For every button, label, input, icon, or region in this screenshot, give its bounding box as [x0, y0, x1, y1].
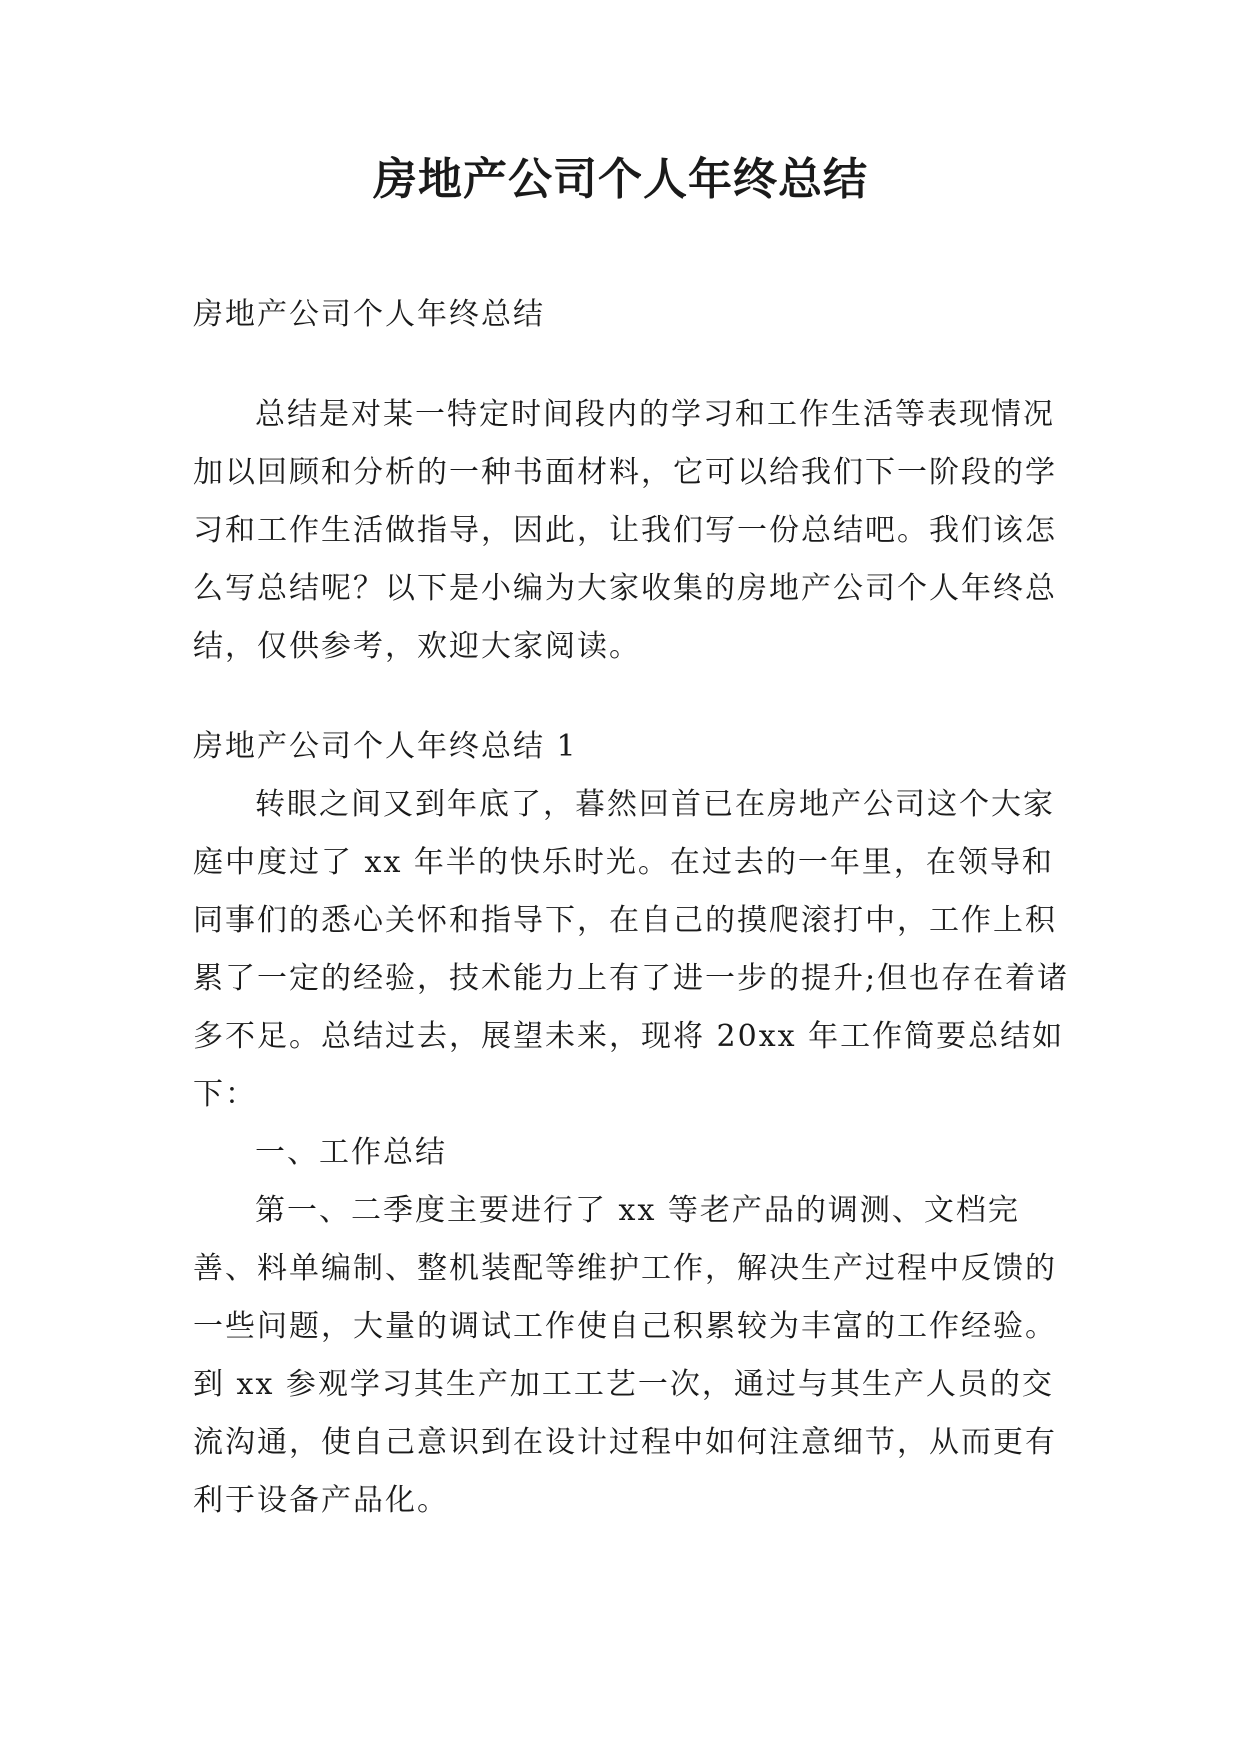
document-subtitle: 房地产公司个人年终总结 — [193, 297, 545, 332]
section-heading: 房地产公司个人年终总结 1 — [193, 729, 578, 764]
subheading-work-summary: 一、工作总结 — [255, 1135, 447, 1170]
body-paragraph-2: 第一、二季度主要进行了 xx 等老产品的调测、文档完善、料单编制、整机装配等维护工作，解决生产过程中反馈的一些问题，大量的调试工作使自己积累较为丰富的工作经验。到 xx 参观学习其生产加工工艺一次，通过与其生产人员的交流沟通，使自己意识到在设计过程中如何注意细节，从而更有利于设备产品化。 — [193, 1193, 1057, 1518]
document-title: 房地产公司个人年终总结 — [373, 154, 868, 205]
document-body — [193, 286, 1073, 1530]
body-paragraph-1: 转眼之间又到年底了，暮然回首已在房地产公司这个大家庭中度过了 xx 年半的快乐时光。在过去的一年里，在领导和同事们的悉心关怀和指导下，在自己的摸爬滚打中，工作上积累了一定的经验，技术能力上有了进一步的提升;但也存在着诸多不足。总结过去，展望未来，现将 20xx 年工作简要总结如下： — [193, 787, 1070, 1112]
intro-paragraph: 总结是对某一特定时间段内的学习和工作生活等表现情况加以回顾和分析的一种书面材料，它可以给我们下一阶段的学习和工作生活做指导，因此，让我们写一份总结吧。我们该怎么写总结呢？以下是小编为大家收集的房地产公司个人年终总结，仅供参考，欢迎大家阅读。 — [193, 397, 1057, 664]
